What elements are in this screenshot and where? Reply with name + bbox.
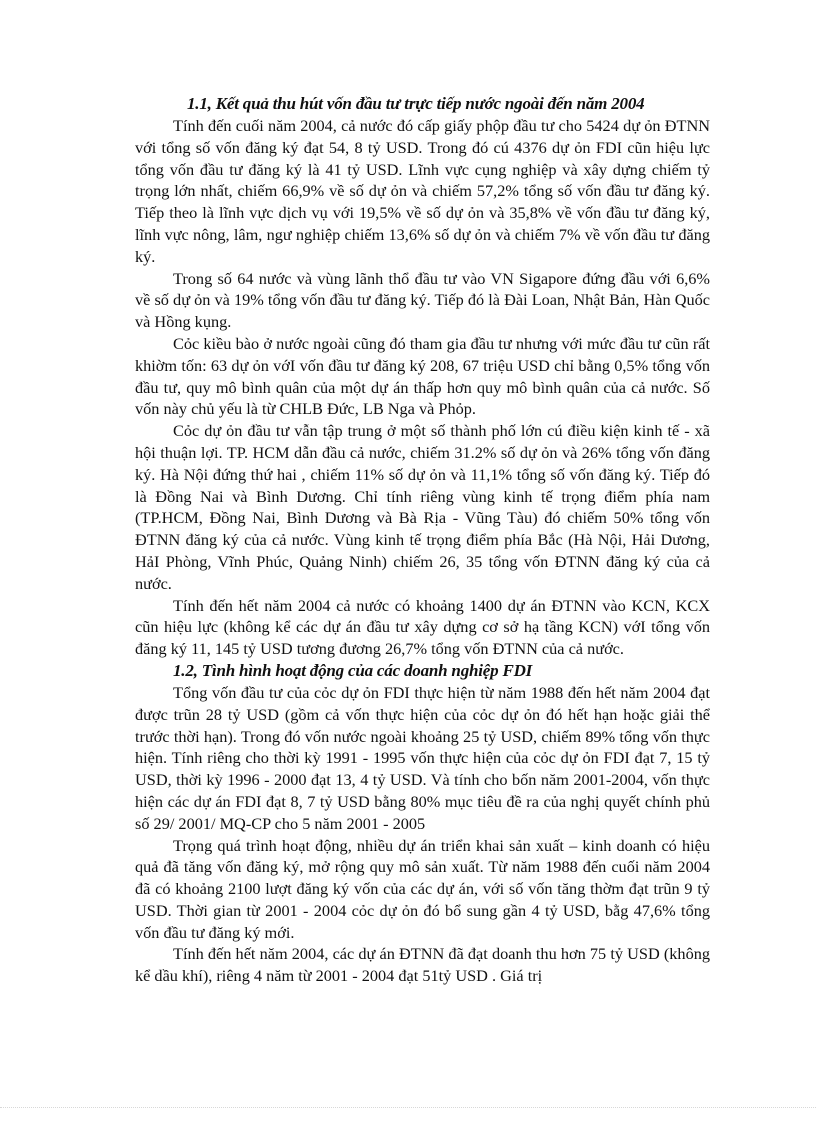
paragraph: Tính đến hết năm 2004 cả nước có khoảng 1400 dự án ĐTNN vào KCN, KCX cũn hiệu lực (không kể các dự án đầu tư xây dựng cơ sở hạ tầng KCN) vớI tổng vốn đăng ký 11, 145 tỷ USD tương đương 26,7% tổng vốn ĐTNN của cả nước. [135, 595, 710, 659]
page-bottom-edge [0, 1107, 816, 1108]
paragraph: Trong số 64 nước và vùng lãnh thổ đầu tư vào VN Sigapore đứng đầu với 6,6% về số dự ỏn và 19% tổng vốn đầu tư đăng ký. Tiếp đó là Đài Loan, Nhật Bản, Hàn Quốc và Hồng kụng. [135, 268, 710, 332]
section-heading-1-2: 1.2, Tình hình hoạt động của các doanh nghiệp FDI [173, 660, 533, 680]
document-page [135, 93, 710, 987]
paragraph: Tổng vốn đầu tư của cỏc dự ỏn FDI thực hiện từ năm 1988 đến hết năm 2004 đạt được trũn 28 tỷ USD (gồm cả vốn thực hiện của cỏc dự ỏn đó hết hạn hoặc giải thể trước thời hạn). Trong đó vốn nước ngoài khoảng 25 tỷ USD, chiếm 89% tổng vốn thực hiện. Tính riêng cho thời kỳ 1991 - 1995 vốn thực hiện của cỏc dự ỏn FDI đạt 7, 15 tỷ USD, thời kỳ 1996 - 2000 đạt 13, 4 tỷ USD. Và tính cho bốn năm 2001-2004, vốn thực hiện các dự án FDI đạt 8, 7 tỷ USD bằng 80% mục tiêu đề ra của nghị quyết chính phủ số 29/ 2001/ MQ-CP cho 5 năm 2001 - 2005 [135, 682, 710, 833]
paragraph: Tính đến hết năm 2004, các dự án ĐTNN đã đạt doanh thu hơn 75 tỷ USD (không kể dầu khí), riêng 4 năm từ 2001 - 2004 đạt 51tỷ USD . Giá trị [135, 944, 710, 986]
paragraph: Tính đến cuối năm 2004, cả nước đó cấp giấy phộp đầu tư cho 5424 dự ỏn ĐTNN với tổng số vốn đăng ký đạt 54, 8 tỷ USD. Trong đó cú 4376 dự ỏn FDI cũn hiệu lực tổng vốn đầu tư đăng ký là 41 tỷ USD. Lĩnh vực cụng nghiệp và xây dựng chiếm tỷ trọng lớn nhất, chiếm 66,9% về số dự ỏn và chiếm 57,2% tổng số vốn đầu tư đăng ký. Tiếp theo là lĩnh vực dịch vụ với 19,5% về số dự ỏn và 35,8% về vốn đầu tư đăng ký, lĩnh vực nông, lâm, ngư nghiệp chiếm 13,6% số dự ỏn và chiếm 7% về vốn đầu tư đăng ký. [135, 116, 710, 266]
section-heading-1-1: 1.1, Kết quả thu hút vốn đầu tư trực tiếp nước ngoài đến năm 2004 [187, 94, 645, 113]
paragraph: Trọng quá trình hoạt động, nhiều dự án triển khai sản xuất – kinh doanh có hiệu quả đã tăng vốn đăng ký, mở rộng quy mô sản xuất. Từ năm 1988 đến cuối năm 2004 đã có khoảng 2100 lượt đăng ký vốn của các dự án, với số vốn tăng thờm đạt trũn 9 tỷ USD. Thời gian từ 2001 - 2004 cỏc dự ỏn đó bổ sung gần 4 tỷ USD, bằg 47,6% tổng vốn đầu tư đăng ký mới. [135, 835, 710, 942]
paragraph: Cỏc kiều bào ở nước ngoài cũng đó tham gia đầu tư nhưng với mức đầu tư cũn rất khiờm tốn: 63 dự ỏn vớI vốn đầu tư đăng ký 208, 67 triệu USD chỉ bằng 0,5% tổng vốn đầu tư, quy mô bình quân của một dự án thấp hơn quy mô bình quân của cả nước. Số vốn này chủ yếu là từ CHLB Đức, LB Nga và Phỏp. [135, 333, 710, 419]
paragraph: Cỏc dự ỏn đầu tư vẫn tập trung ở một số thành phố lớn cú điều kiện kinh tế - xã hội thuận lợi. TP. HCM dẫn đầu cả nước, chiếm 31.2% số dự ỏn và 26% tổng vốn đăng ký. Hà Nội đứng thứ hai , chiếm 11% số dự ỏn và 11,1% tổng số vốn đăng ký. Tiếp đó là Đồng Nai và Bình Dương. Chỉ tính riêng vùng kinh tế trọng điểm phía nam (TP.HCM, Đồng Nai, Bình Dương và Bà Rịa - Vũng Tàu) đó chiếm 50% tổng vốn ĐTNN đăng ký của cả nước. Vùng kinh tế trọng điểm phía Bắc (Hà Nội, Hải Dương, HảI Phòng, Vĩnh Phúc, Quảng Ninh) chiếm 26, 35 tổng vốn ĐTNN đăng ký của cả nước. [135, 421, 710, 593]
